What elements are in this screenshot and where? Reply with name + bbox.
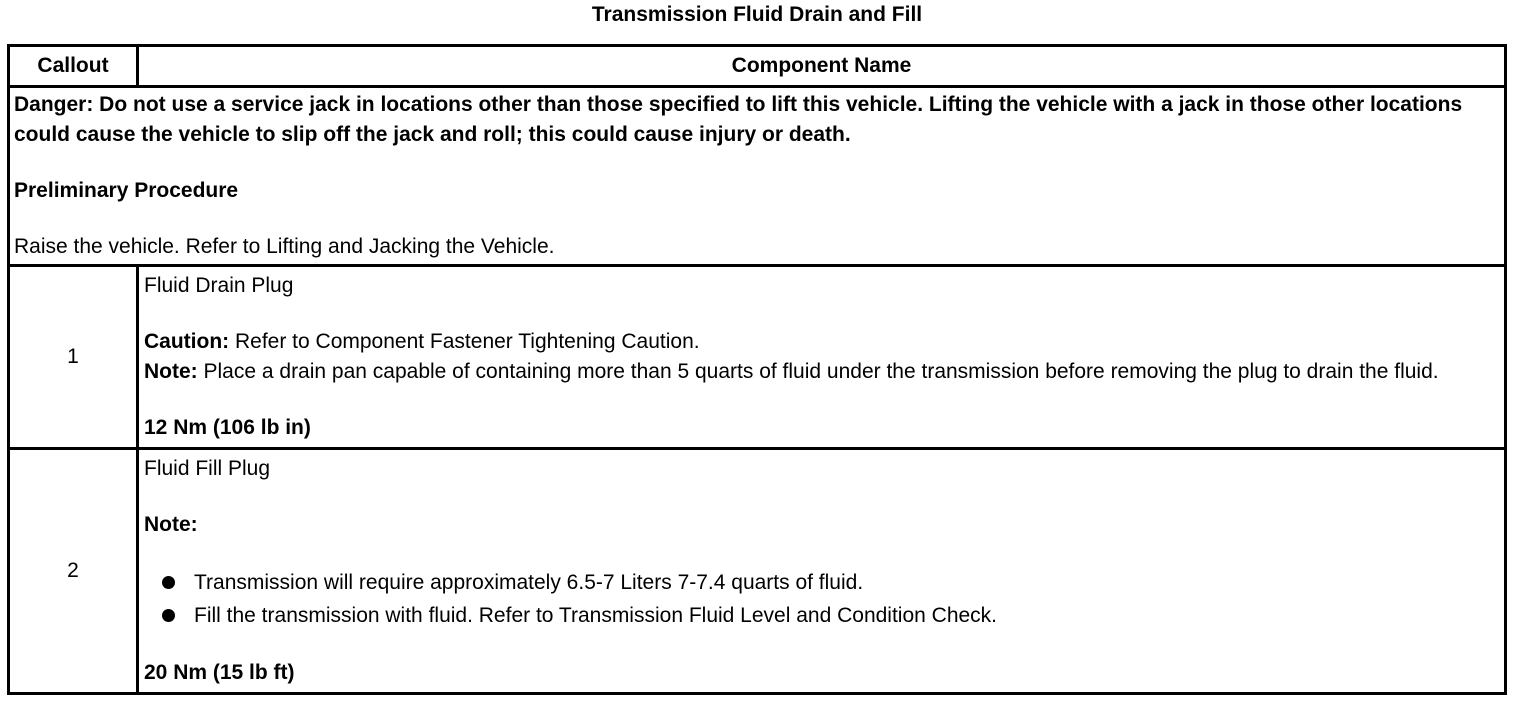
preliminary-heading: Preliminary Procedure bbox=[14, 179, 239, 202]
page-title: Transmission Fluid Drain and Fill bbox=[591, 3, 923, 26]
note-text: Place a drain pan capable of containing more than 5 quarts of fluid under the transmission before removing the plug to drain the fluid. bbox=[197, 360, 1439, 383]
bullet-icon bbox=[162, 609, 175, 622]
torque-spec: 20 Nm (15 lb ft) bbox=[144, 661, 295, 684]
procedure-table bbox=[7, 44, 1507, 695]
header-callout: Callout bbox=[9, 46, 138, 87]
bullet-icon bbox=[162, 576, 175, 589]
note-label: Note: bbox=[144, 360, 198, 383]
torque-spec: 12 Nm (106 lb in) bbox=[144, 416, 311, 439]
caution-line bbox=[144, 327, 1500, 357]
list-item bbox=[162, 566, 1500, 599]
list-item bbox=[162, 599, 1500, 632]
preliminary-text: Raise the vehicle. Refer to Lifting and Jacking the Vehicle. bbox=[14, 235, 555, 258]
table-header-row bbox=[9, 46, 1506, 87]
note-bullet-list bbox=[144, 566, 1500, 632]
note-line bbox=[144, 357, 1500, 387]
danger-text: Danger: Do not use a service jack in locations other than those specified to lift this vehicle. Lifting the vehicle with a jack in those other locations could cause the vehicle to slip off the jack and roll; this could cause injury or death. bbox=[14, 93, 1463, 146]
preliminary-row bbox=[9, 87, 1506, 266]
note-label: Note: bbox=[144, 513, 198, 536]
list-item-text: Fill the transmission with fluid. Refer to Transmission Fluid Level and Condition Check. bbox=[194, 604, 998, 627]
table-row bbox=[9, 266, 1506, 449]
list-item-text: Transmission will require approximately 6.5-7 Liters 7-7.4 quarts of fluid. bbox=[194, 571, 864, 594]
caution-label: Caution: bbox=[144, 330, 230, 353]
component-name: Fluid Drain Plug bbox=[144, 274, 294, 297]
callout-number: 2 bbox=[9, 449, 138, 694]
caution-text: Refer to Component Fastener Tightening Caution. bbox=[229, 330, 700, 353]
preliminary-cell bbox=[9, 87, 1506, 266]
table-row bbox=[9, 449, 1506, 694]
component-name: Fluid Fill Plug bbox=[144, 457, 271, 480]
component-cell bbox=[138, 266, 1506, 449]
callout-number: 1 bbox=[9, 266, 138, 449]
component-cell bbox=[138, 449, 1506, 694]
header-component-name: Component Name bbox=[138, 46, 1506, 87]
